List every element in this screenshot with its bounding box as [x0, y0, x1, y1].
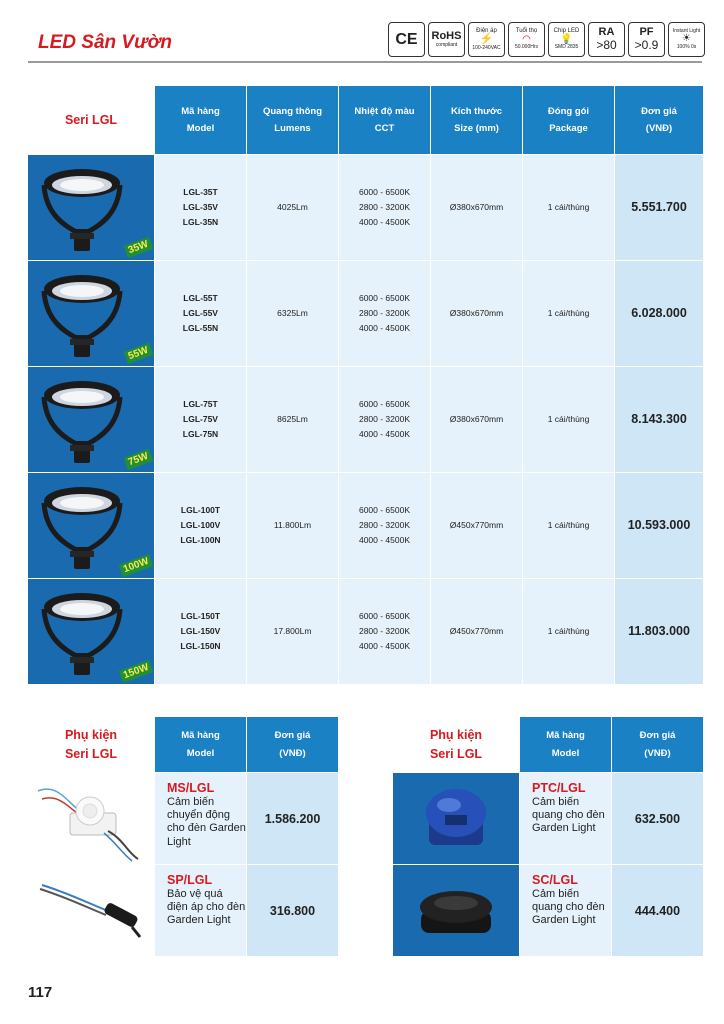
surge-protector-image [28, 865, 154, 956]
cct-cell: 6000 - 6500K 2800 - 3200K 4000 - 4500K [338, 367, 430, 472]
lamp-image [28, 367, 154, 472]
accessory-price: 316.800 [246, 865, 338, 956]
wattage-badge: 150W [119, 660, 154, 683]
accessory-description: SP/LGL Bảo vệ quá điện áp cho đèn Garden Light [154, 865, 246, 956]
lumens-cell: 17.800Lm [246, 579, 338, 684]
title-divider [28, 61, 702, 63]
voltage-icon: Điện áp ⚡ 100-240VAC [468, 22, 505, 57]
accessory-price: 444.400 [611, 865, 703, 956]
cct-cell: 6000 - 6500K 2800 - 3200K 4000 - 4500K [338, 155, 430, 260]
wattage-badge: 100W [119, 554, 154, 577]
header-model: Mã hàng Model [154, 86, 246, 154]
wattage-badge: 75W [124, 449, 153, 470]
accessory-description: PTC/LGL Cảm biến quang cho đèn Garden Light [519, 773, 611, 864]
accessory-description: SC/LGL Cảm biến quang cho đèn Garden Light [519, 865, 611, 956]
table-row [28, 578, 703, 684]
size-cell: Ø450x770mm [430, 579, 522, 684]
lumens-cell: 11.800Lm [246, 473, 338, 578]
header-price: Đơn giá (VNĐ) [614, 86, 703, 154]
lumens-cell: 8625Lm [246, 367, 338, 472]
accessory-description: MS/LGL Cảm biến chuyển động cho đèn Garden Light [154, 773, 246, 864]
price-cell: 11.803.000 [614, 579, 703, 684]
table-row [28, 864, 338, 956]
wattage-badge: 35W [124, 237, 153, 258]
led-chip-icon: Chip LED 💡 SMD 2835 [548, 22, 585, 57]
header-package: Đóng gói Package [522, 86, 614, 154]
package-cell: 1 cái/thùng [522, 473, 614, 578]
lamp-image [28, 473, 154, 578]
table-row [28, 154, 703, 260]
model-cell: LGL-150T LGL-150V LGL-150N [154, 579, 246, 684]
series-label: Seri LGL [28, 86, 154, 154]
lamp-image [28, 579, 154, 684]
shorting-cap-image [393, 865, 519, 956]
package-cell: 1 cái/thùng [522, 579, 614, 684]
product-table [28, 86, 703, 684]
header-lumens: Quang thông Lumens [246, 86, 338, 154]
size-cell: Ø380x670mm [430, 367, 522, 472]
header-price: Đơn giá (VNĐ) [246, 717, 338, 772]
model-cell: LGL-55T LGL-55V LGL-55N [154, 261, 246, 366]
package-cell: 1 cái/thùng [522, 367, 614, 472]
ra-mark-icon: RA >80 [588, 22, 625, 57]
header-price: Đơn giá (VNĐ) [611, 717, 703, 772]
model-cell: LGL-100T LGL-100V LGL-100N [154, 473, 246, 578]
header-cct: Nhiệt độ màu CCT [338, 86, 430, 154]
table-header [28, 86, 703, 154]
lifetime-gauge-icon: Tuổi thọ ◠ 50.000Hrs [508, 22, 545, 57]
header-size: Kích thước Size (mm) [430, 86, 522, 154]
pf-mark-icon: PF >0.9 [628, 22, 665, 57]
cct-cell: 6000 - 6500K 2800 - 3200K 4000 - 4500K [338, 261, 430, 366]
size-cell: Ø450x770mm [430, 473, 522, 578]
price-cell: 5.551.700 [614, 155, 703, 260]
price-cell: 8.143.300 [614, 367, 703, 472]
table-row [393, 864, 703, 956]
package-cell: 1 cái/thùng [522, 261, 614, 366]
accessory-price: 632.500 [611, 773, 703, 864]
header-model: Mã hàng Model [519, 717, 611, 772]
lumens-cell: 6325Lm [246, 261, 338, 366]
package-cell: 1 cái/thùng [522, 155, 614, 260]
model-cell: LGL-35T LGL-35V LGL-35N [154, 155, 246, 260]
ce-mark-icon: CE [388, 22, 425, 57]
lamp-image [28, 155, 154, 260]
accessories-label: Phụ kiện Seri LGL [429, 727, 483, 761]
cct-cell: 6000 - 6500K 2800 - 3200K 4000 - 4500K [338, 579, 430, 684]
table-row [393, 772, 703, 864]
instant-light-icon: Instant Light ☀ 100% 0s [668, 22, 705, 57]
size-cell: Ø380x670mm [430, 261, 522, 366]
page-number: 117 [28, 984, 53, 1001]
table-row [28, 366, 703, 472]
price-cell: 6.028.000 [614, 261, 703, 366]
wattage-badge: 55W [124, 343, 153, 364]
lumens-cell: 4025Lm [246, 155, 338, 260]
model-cell: LGL-75T LGL-75V LGL-75N [154, 367, 246, 472]
cct-cell: 6000 - 6500K 2800 - 3200K 4000 - 4500K [338, 473, 430, 578]
size-cell: Ø380x670mm [430, 155, 522, 260]
accessory-price: 1.586.200 [246, 773, 338, 864]
table-row [28, 772, 338, 864]
accessories-header [393, 717, 703, 772]
page-title: LED Sân Vườn [38, 32, 173, 53]
accessories-label: Phụ kiện Seri LGL [64, 727, 118, 761]
table-row [28, 472, 703, 578]
price-cell: 10.593.000 [614, 473, 703, 578]
accessories-table-right [393, 717, 703, 956]
accessories-header [28, 717, 338, 772]
header-model: Mã hàng Model [154, 717, 246, 772]
table-row [28, 260, 703, 366]
photocell-sensor-image [393, 773, 519, 864]
motion-sensor-image [28, 773, 154, 864]
rohs-mark-icon: RoHS compliant [428, 22, 465, 57]
certification-badges [388, 22, 705, 57]
accessories-table-left [28, 717, 338, 956]
lamp-image [28, 261, 154, 366]
